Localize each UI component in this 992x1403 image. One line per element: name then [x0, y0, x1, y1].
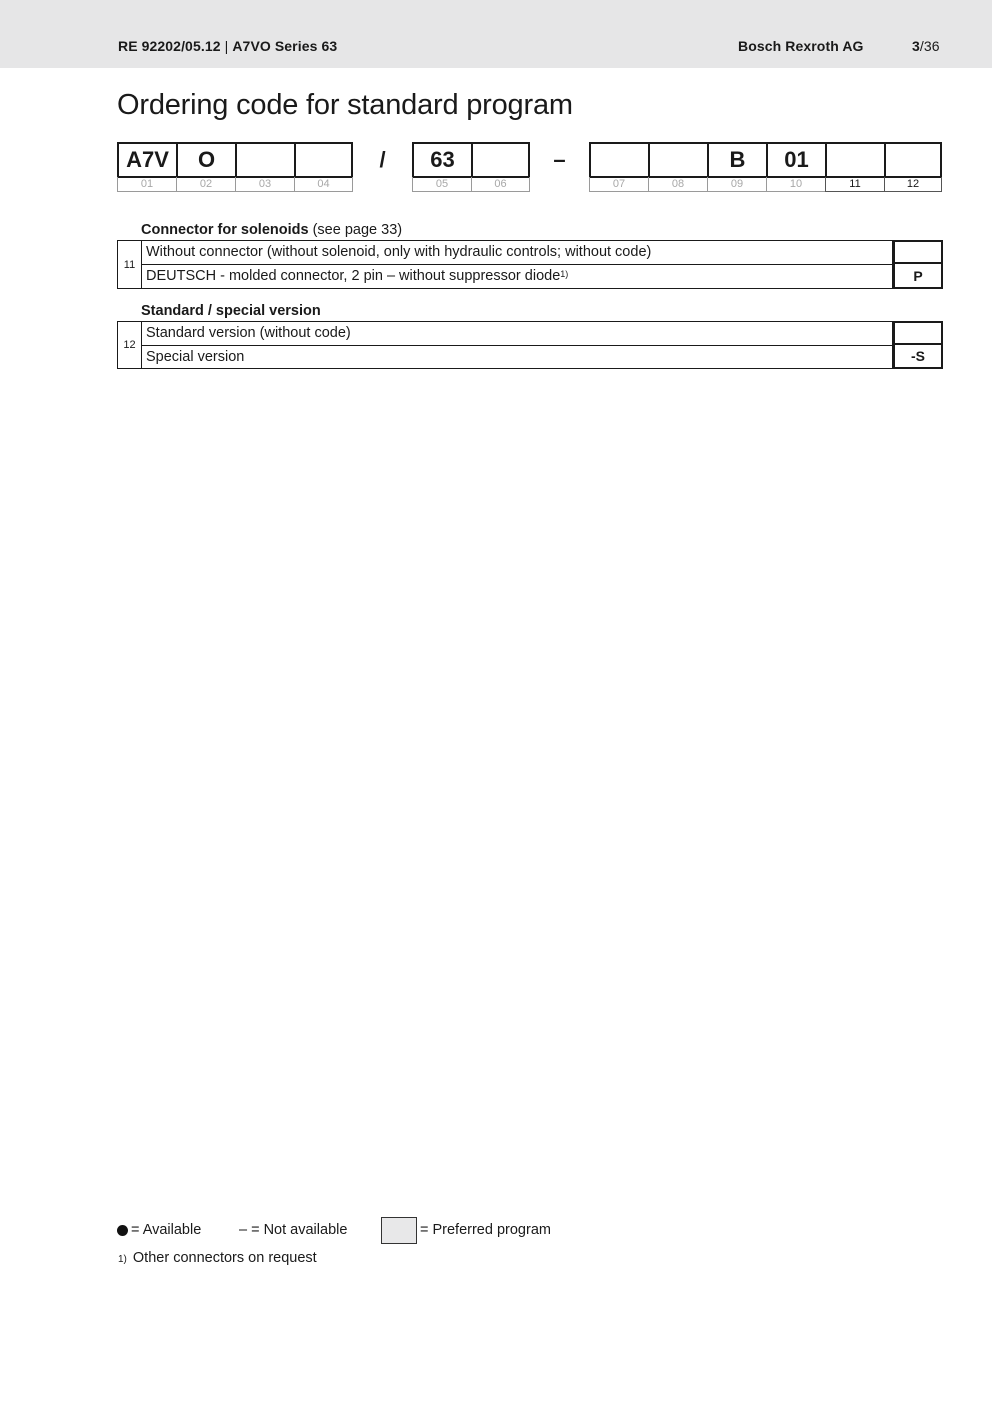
section-heading-connector — [141, 222, 402, 238]
preferred-swatch-icon — [381, 1217, 417, 1244]
footnote-reference: 1) — [560, 269, 569, 279]
option-table-version — [117, 321, 943, 369]
option-position-number: 11 — [117, 240, 141, 289]
code-cell-08 — [648, 142, 707, 178]
section-heading-bold: Connector for solenoids — [141, 222, 309, 238]
code-cell-04 — [294, 142, 353, 178]
position-04: 04 — [294, 177, 353, 192]
footnote — [118, 1250, 317, 1266]
footnote-text: Other connectors on request — [132, 1250, 317, 1266]
code-cell-10: 01 — [766, 142, 825, 178]
option-table-connector — [117, 240, 943, 289]
option-code-box — [893, 321, 943, 345]
option-description: Special version — [146, 349, 245, 365]
legend-not-available — [239, 1216, 347, 1244]
code-cell-02: O — [176, 142, 235, 178]
legend-not-available-label: – = Not available — [239, 1222, 348, 1238]
code-cell-03 — [235, 142, 294, 178]
code-separator-dash: – — [553, 147, 566, 172]
option-code-box: -S — [893, 345, 943, 369]
position-09: 09 — [707, 177, 766, 192]
page-total: /36 — [919, 38, 940, 54]
company-name: Bosch Rexroth AG — [738, 38, 864, 54]
section-heading-version — [141, 303, 321, 319]
legend-available-label: = Available — [131, 1222, 202, 1238]
option-row — [141, 321, 893, 345]
position-05: 05 — [412, 177, 471, 192]
position-07: 07 — [589, 177, 648, 192]
page-current: 3 — [912, 38, 920, 54]
position-08: 08 — [648, 177, 707, 192]
page-number — [912, 38, 940, 54]
document-id — [118, 38, 337, 54]
doc-number: RE 92202/05.12 — [118, 38, 221, 54]
option-row — [141, 240, 893, 264]
position-03: 03 — [235, 177, 294, 192]
series-name: A7VO Series 63 — [232, 38, 338, 54]
legend-available — [117, 1216, 201, 1244]
code-cell-09: B — [707, 142, 766, 178]
option-position-number: 12 — [117, 321, 141, 369]
ordering-code-row — [117, 142, 942, 178]
position-10: 10 — [766, 177, 825, 192]
option-description: DEUTSCH - molded connector, 2 pin – without suppressor diode — [146, 268, 561, 284]
position-12: 12 — [884, 177, 942, 192]
position-number-row — [117, 177, 942, 192]
header-separator: | — [224, 38, 229, 54]
code-cell-11 — [825, 142, 884, 178]
code-cell-07 — [589, 142, 648, 178]
code-cell-06 — [471, 142, 530, 178]
legend-preferred — [381, 1216, 551, 1244]
position-11: 11 — [825, 177, 884, 192]
option-description: Without connector (without solenoid, only with hydraulic controls; without code) — [146, 244, 652, 260]
code-cell-12 — [884, 142, 942, 178]
section-heading-note: (see page 33) — [308, 222, 403, 238]
filled-dot-icon — [117, 1225, 128, 1236]
option-code-box — [893, 240, 943, 264]
code-cell-05: 63 — [412, 142, 471, 178]
legend-preferred-label: = Preferred program — [420, 1222, 551, 1238]
header-band — [0, 0, 992, 68]
footnote-mark: 1) — [118, 1254, 127, 1265]
section-heading-bold: Standard / special version — [141, 303, 321, 319]
option-row — [141, 264, 893, 289]
position-06: 06 — [471, 177, 530, 192]
position-02: 02 — [176, 177, 235, 192]
option-code-box: P — [893, 264, 943, 289]
code-cell-01: A7V — [117, 142, 176, 178]
option-row — [141, 345, 893, 369]
page-title: Ordering code for standard program — [117, 89, 573, 121]
code-separator-slash: / — [379, 147, 386, 172]
option-description: Standard version (without code) — [146, 325, 351, 341]
position-01: 01 — [117, 177, 176, 192]
